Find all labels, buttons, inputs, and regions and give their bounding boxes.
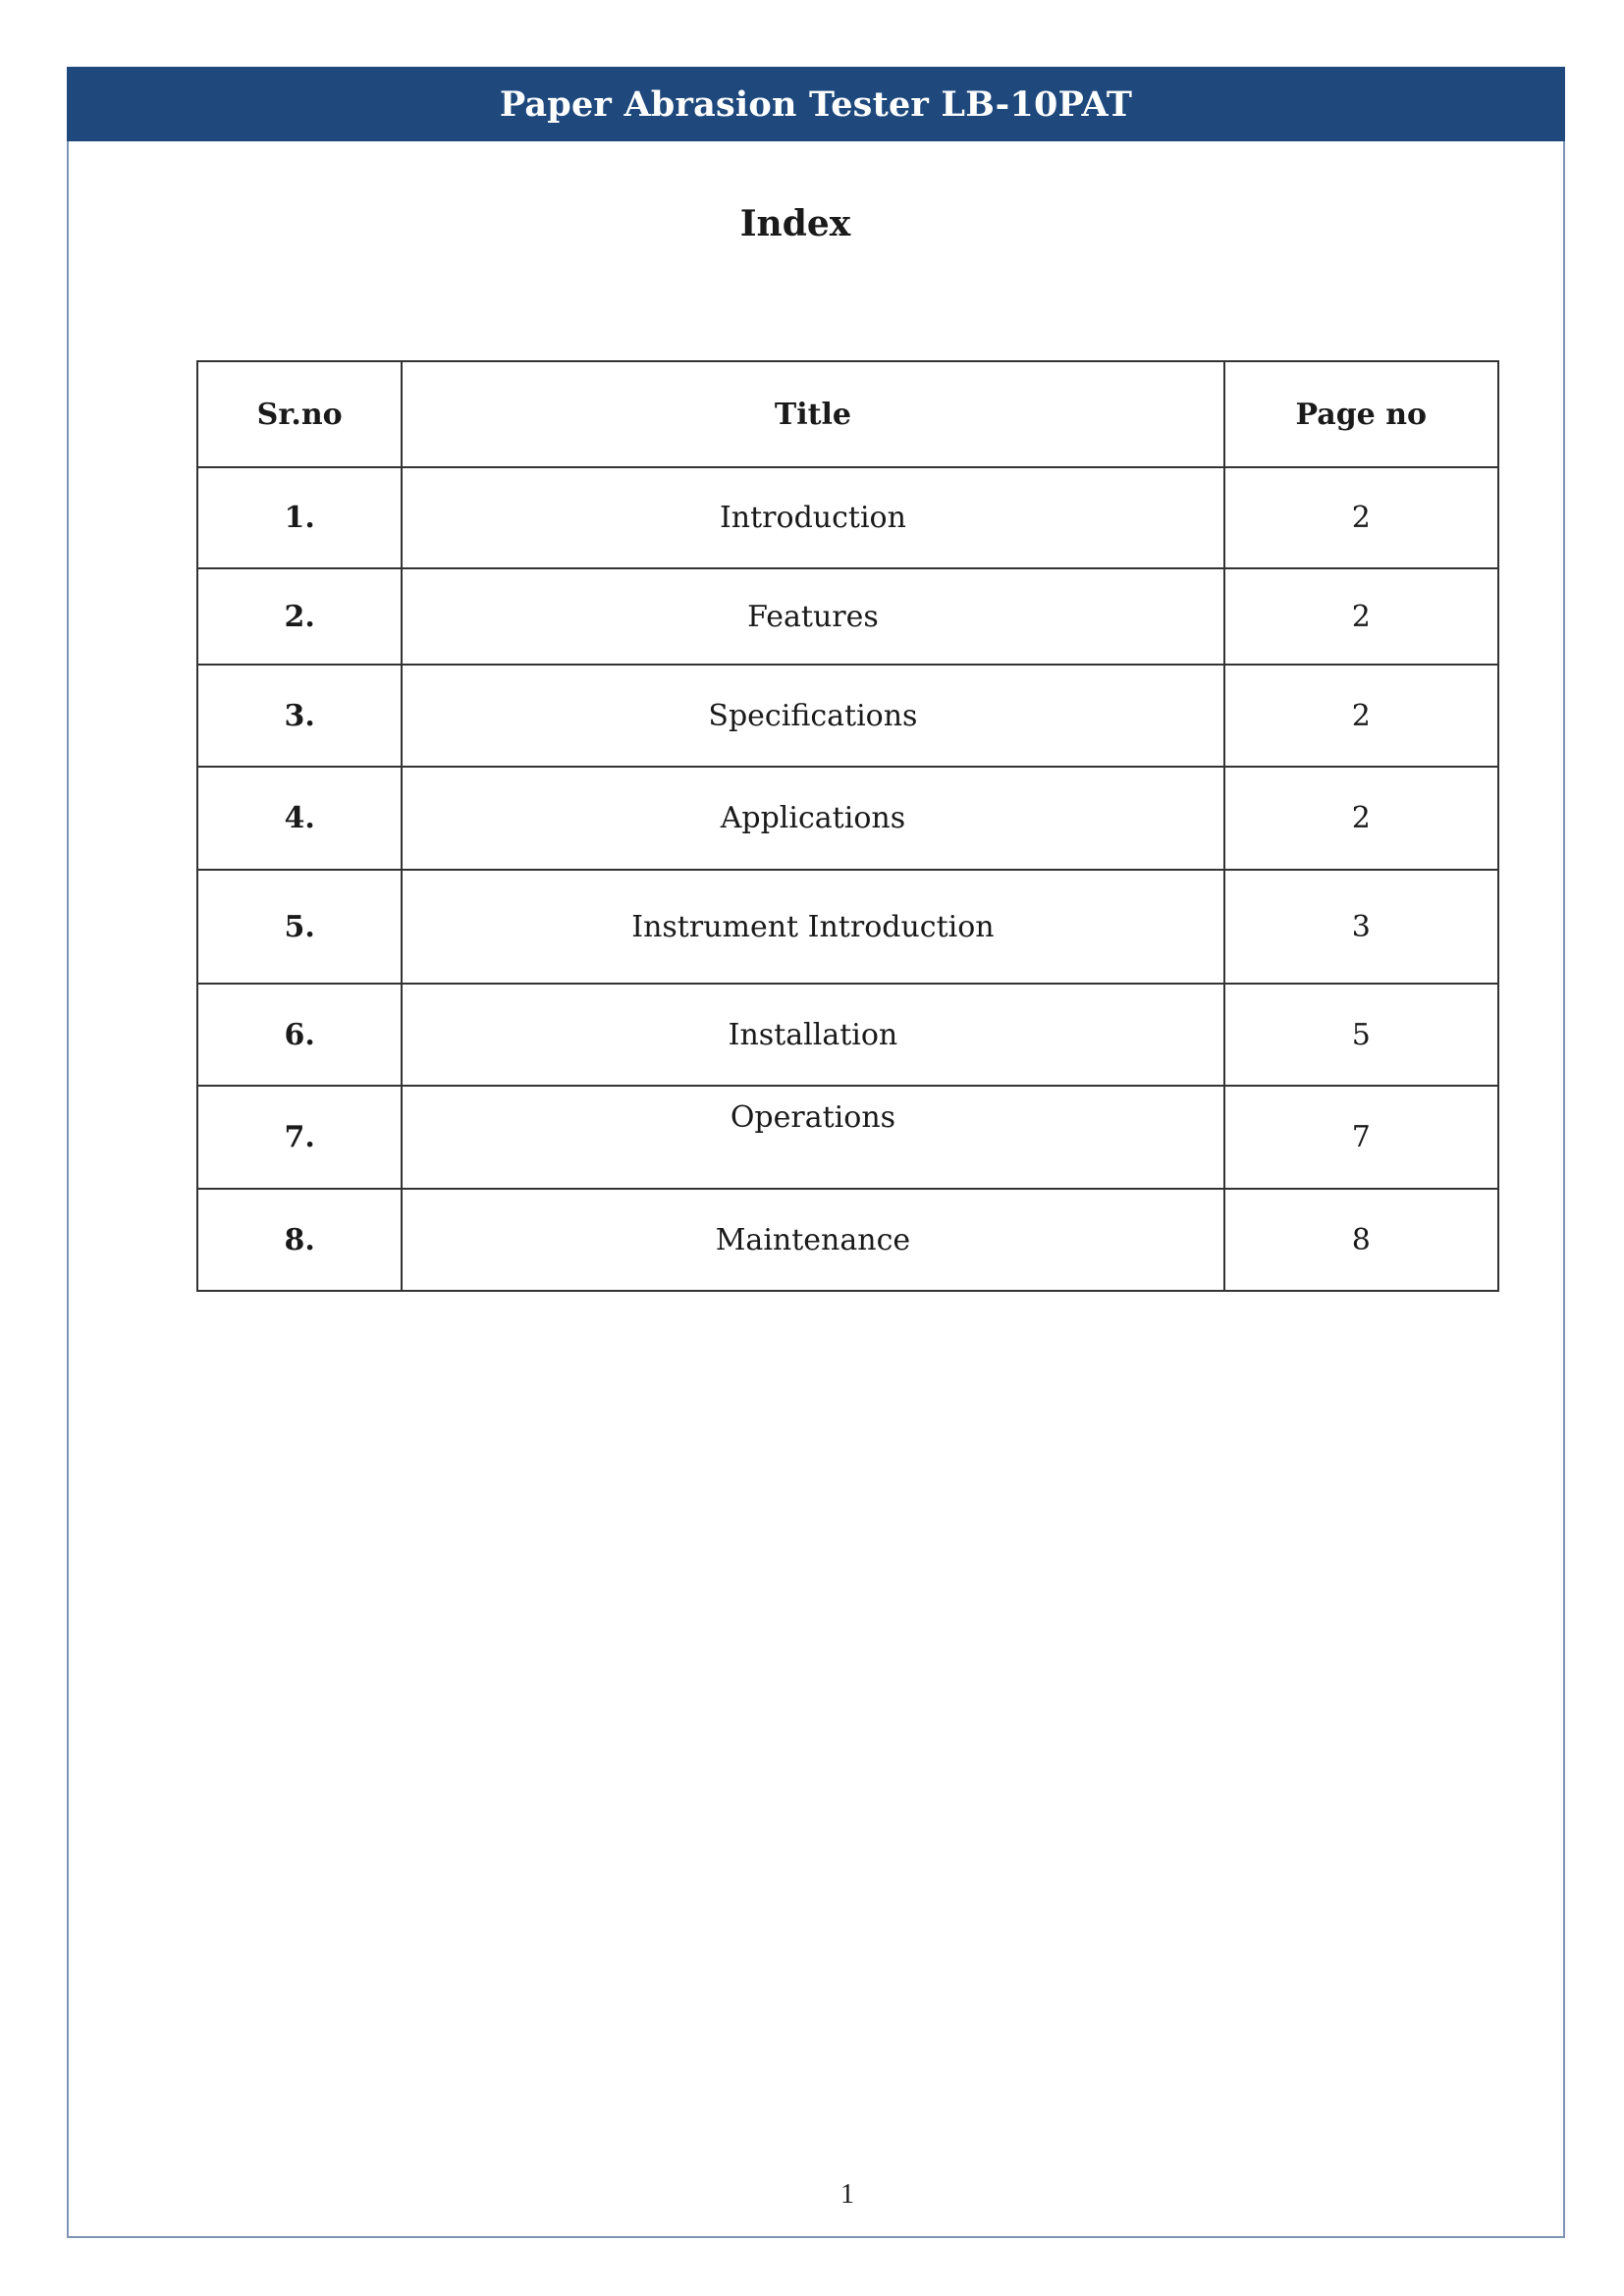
row-srno: 8. — [197, 1189, 402, 1291]
index-table — [196, 360, 1499, 1292]
table-row — [197, 1086, 1498, 1189]
row-srno: 3. — [197, 665, 402, 767]
table-row — [197, 665, 1498, 767]
row-page: 2 — [1224, 665, 1498, 767]
row-page: 2 — [1224, 467, 1498, 568]
row-title-cell — [402, 1086, 1223, 1189]
row-page: 5 — [1224, 984, 1498, 1086]
row-title: Maintenance — [402, 1189, 1223, 1291]
document-header — [67, 67, 1565, 141]
table-row — [197, 467, 1498, 568]
row-srno: 2. — [197, 568, 402, 665]
row-srno: 1. — [197, 467, 402, 568]
table-row — [197, 767, 1498, 870]
row-title: Operations — [730, 1100, 896, 1135]
table-row — [197, 984, 1498, 1086]
row-title: Introduction — [402, 467, 1223, 568]
table-header-row — [197, 361, 1498, 467]
document-title: Paper Abrasion Tester LB-10PAT — [499, 83, 1133, 125]
row-page: 7 — [1224, 1086, 1498, 1189]
row-srno: 5. — [197, 870, 402, 984]
row-title: Instrument Introduction — [402, 870, 1223, 984]
row-title: Installation — [402, 984, 1223, 1086]
row-page: 2 — [1224, 767, 1498, 870]
table-row — [197, 568, 1498, 665]
row-page: 3 — [1224, 870, 1498, 984]
row-title: Features — [402, 568, 1223, 665]
row-title: Specifications — [402, 665, 1223, 767]
row-srno: 6. — [197, 984, 402, 1086]
row-page: 2 — [1224, 568, 1498, 665]
column-header-page: Page no — [1224, 361, 1498, 467]
table-row — [197, 870, 1498, 984]
page-number: 1 — [840, 2179, 854, 2210]
index-heading: Index — [739, 203, 851, 244]
column-header-srno: Sr.no — [197, 361, 402, 467]
row-srno: 7. — [197, 1086, 402, 1189]
row-page: 8 — [1224, 1189, 1498, 1291]
row-title: Applications — [402, 767, 1223, 870]
column-header-title: Title — [402, 361, 1223, 467]
row-srno: 4. — [197, 767, 402, 870]
table-row — [197, 1189, 1498, 1291]
